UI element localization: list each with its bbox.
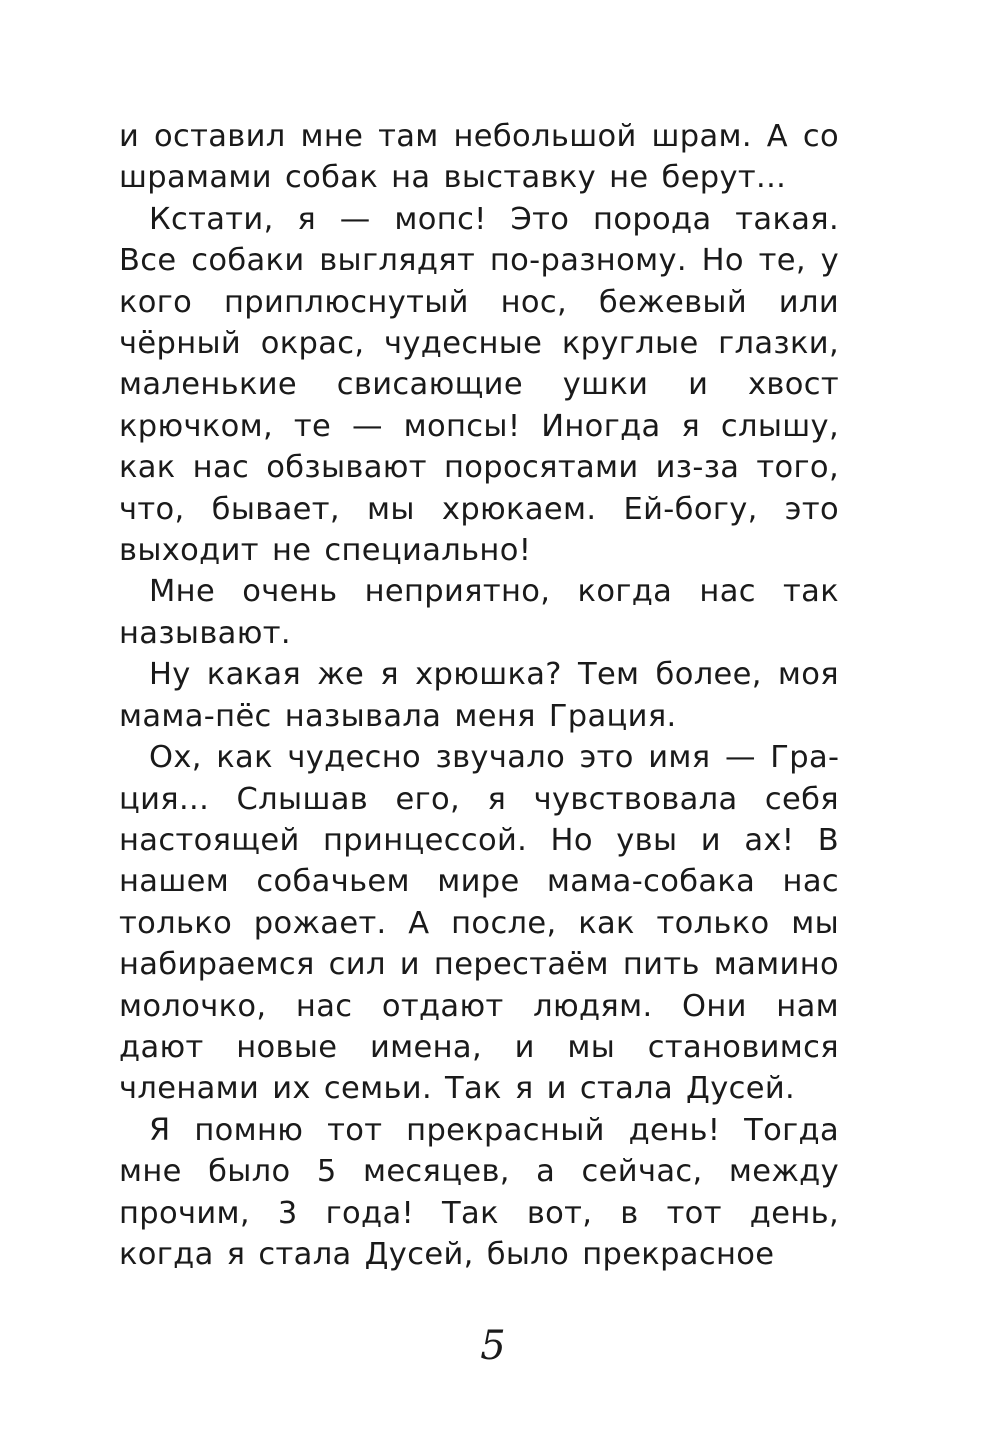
paragraph-5: Ох, как чудесно звучало это имя — Грация... Слышав его, я чувствовала себя настоящей принцессой. Но увы и ах! В нашем собачьем мире мама-собака нас только рожает. А после, как только мы набираемся сил и перестаём пить мамино молочко, нас отдают людям. Они нам дают новые имена, и мы становимся членами их семьи. Так я и стала Дусей. [119,740,839,1107]
paragraph-4: Ну какая же я хрюшка? Тем более, моя мама-пёс называла меня Грация. [119,657,839,734]
paragraph-3: Мне очень неприятно, когда нас так называют. [119,574,839,651]
paragraph-2: Кстати, я — мопс! Это порода такая. Все собаки выглядят по-разному. Но те, у кого приплюснутый нос, бежевый или чёрный окрас, чудесные круглые глазки, маленькие свисающие ушки и хвост крючком, те — мопсы! Иногда я слышу, как нас обзывают поросятами из-за того, что, бывает, мы хрюкаем. Ей-богу, это выходит не специально! [119,201,839,569]
body-text [119,116,839,1275]
paragraph-6: Я помню тот прекрасный день! Тогда мне было 5 месяцев, а сейчас, между прочим, 3 года! Так вот, в тот день, когда я стала Дусей, было прекрасное [119,1112,839,1272]
page-number: 5 [480,1323,506,1369]
paragraph-1: и оставил мне там небольшой шрам. А со шрамами собак на выставку не берут... [119,119,839,196]
